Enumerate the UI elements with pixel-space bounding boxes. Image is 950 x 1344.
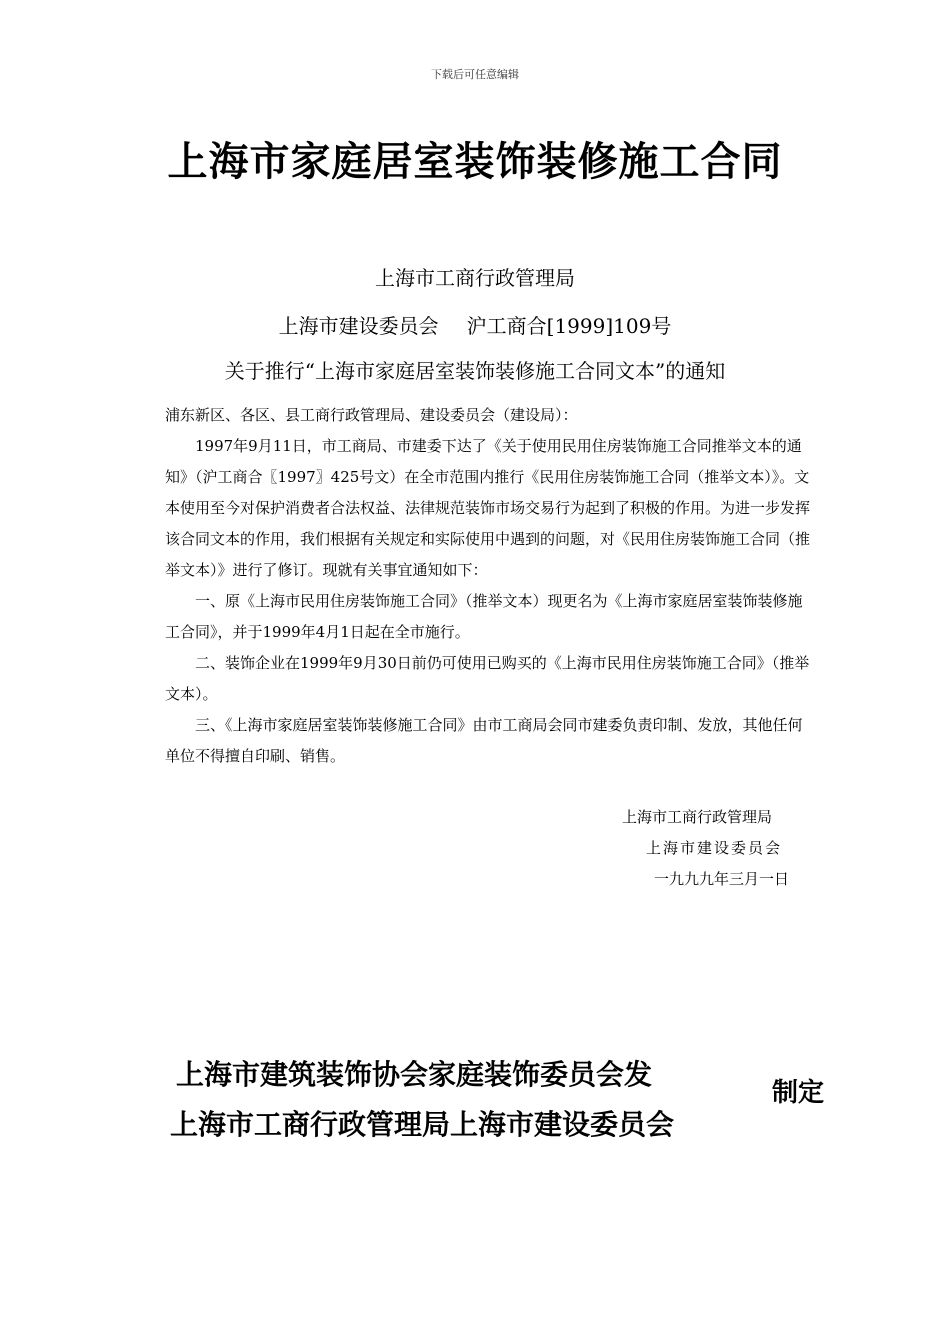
item-2: 二、装饰企业在1999年9月30日前仍可使用已购买的《上海市民用住房装饰施工合同》（推举文本）。	[165, 654, 810, 703]
notice-title: 关于推行“上海市家庭居室装饰装修施工合同文本”的通知	[224, 359, 726, 383]
signature-block	[560, 802, 850, 895]
issuer-line-1: 上海市工商行政管理局	[375, 266, 575, 290]
issuer-org: 上海市建设委员会	[278, 314, 439, 338]
salutation: 浦东新区、各区、县工商行政管理局、建设委员会（建设局）：	[165, 406, 578, 424]
notice-body	[165, 400, 810, 772]
issuer-line-2	[0, 310, 950, 339]
item-3: 三、《上海市家庭居室装饰装修施工合同》由市工商局会同市建委负责印制、发放，其他任何单位不得擅自印刷、销售。	[165, 716, 803, 765]
maker-block	[170, 1050, 730, 1150]
maker-line-2: 上海市工商行政管理局上海市建设委员会	[170, 1108, 675, 1141]
header-note: 下载后可任意编辑	[431, 68, 519, 81]
signature-org-1: 上海市工商行政管理局	[622, 808, 773, 826]
signature-date: 一九九九年三月一日	[654, 870, 790, 888]
paragraph-intro: 1997年9月11日，市工商局、市建委下达了《关于使用民用住房装饰施工合同推举文本的通知》（沪工商合〖1997〗425号文）在全市范围内推行《民用住房装饰施工合同（推举文本）》。文本使用至今对保护消费者合法权益、法律规范装饰市场交易行为起到了积极的作用。为进一步发挥该合同文本的作用，我们根据有关规定和实际使用中遇到的问题，对《民用住房装饰施工合同（推举文本）》进行了修订。现就有关事宜通知如下：	[165, 437, 811, 579]
made-label: 制定	[772, 1078, 825, 1108]
document-number: 沪工商合[1999]109号	[466, 314, 672, 338]
document-title: 上海市家庭居室装饰装修施工合同	[167, 138, 783, 185]
item-1: 一、原《上海市民用住房装饰施工合同》（推举文本）现更名为《上海市家庭居室装饰装修施工合同》，并于1999年4月1日起在全市施行。	[165, 592, 803, 641]
signature-org-2: 上海市建设委员会	[646, 839, 783, 857]
maker-line-1: 上海市建筑装饰协会家庭装饰委员会发	[176, 1058, 653, 1091]
